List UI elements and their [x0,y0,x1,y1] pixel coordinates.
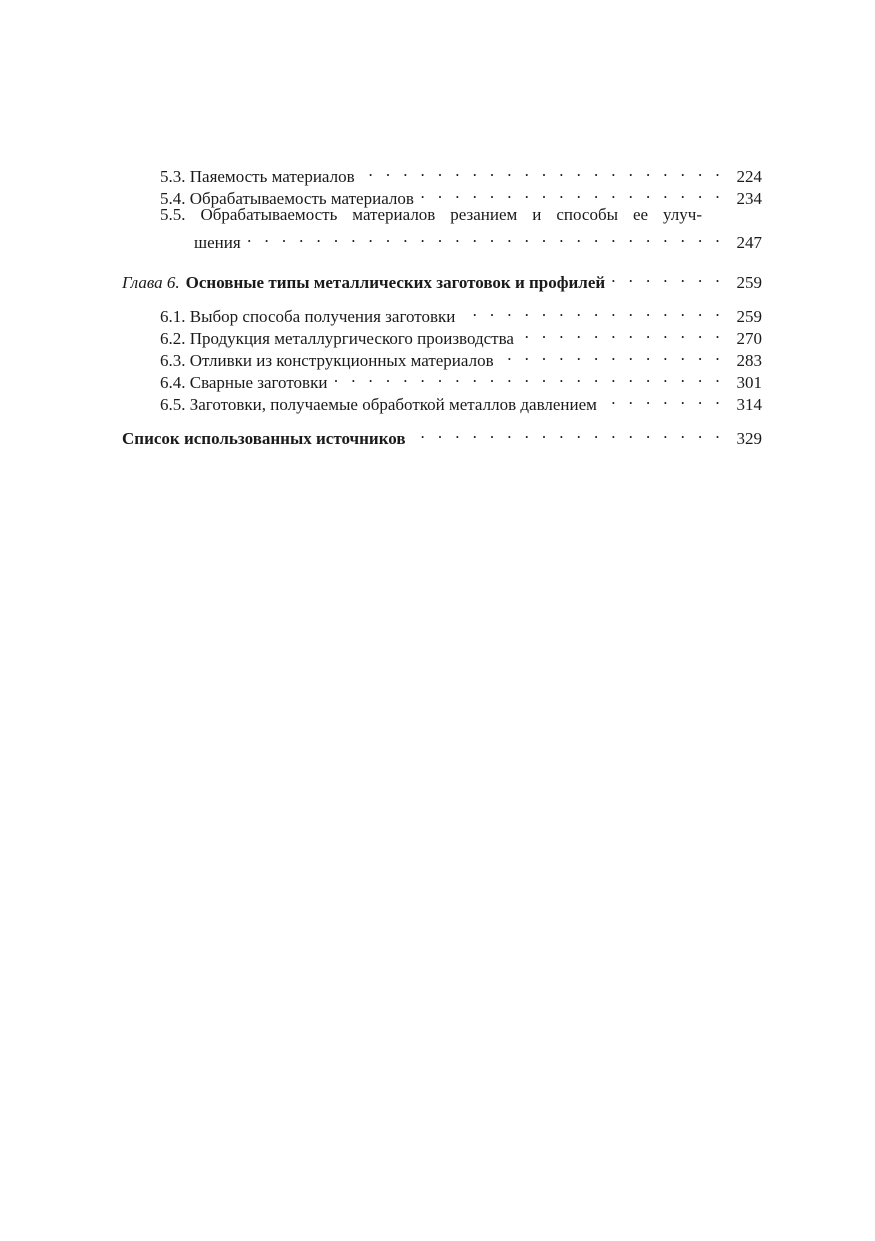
toc-entry-page: 270 [736,329,762,348]
toc-entry-page: 283 [736,351,762,370]
chapter-title: Основные типы металлических заготовок и профилей [185,273,606,292]
toc-entry-page: 259 [736,307,762,326]
toc-entry-label: 6.1. Выбор способа получения заготовки [160,307,456,326]
leader-dots [500,344,724,366]
table-of-contents [122,160,762,448]
leader-dots [520,322,724,344]
leader-dots [333,366,724,388]
toc-entry-label-line1: 5.5. Обрабатываемость материалов резанием и способы ее улуч- [160,205,702,224]
toc-entry-label: 5.3. Паяемость материалов [160,167,355,186]
chapter-prefix: Глава 6. [122,273,180,292]
toc-entry-label: 6.5. Заготовки, получаемые обработкой металлов давлением [160,395,597,414]
leader-dots [247,226,724,248]
toc-entry-label-line2: шения [194,233,241,252]
toc-references[interactable] [122,422,762,448]
leader-dots [603,388,724,410]
leader-dots [361,160,724,182]
toc-entry-label: 6.4. Сварные заготовки [160,373,328,392]
toc-entry-page: 314 [736,395,762,414]
toc-entry-page: 301 [736,373,762,392]
toc-entry-page: 224 [736,167,762,186]
toc-entry-6-1[interactable] [122,300,762,326]
toc-entry-label: 5.4. Обрабатываемость материалов [160,189,414,208]
toc-entry-page: 234 [736,189,762,208]
toc-entry-label: 6.3. Отливки из конструкционных материалов [160,351,494,370]
leader-dots [461,300,724,322]
leader-dots [412,422,724,444]
leader-dots [611,266,724,288]
toc-entry-page: 247 [736,233,762,252]
references-label: Список использованных источников [122,429,406,448]
toc-entry-label: 6.2. Продукция металлургического производства [160,329,514,348]
toc-chapter-6[interactable] [122,266,762,292]
leader-dots [420,182,724,204]
toc-entry-page: 259 [736,273,762,292]
toc-entry-5-3[interactable] [122,160,762,186]
toc-entry-page: 329 [736,429,762,448]
toc-entry-5-5[interactable] [122,204,762,252]
